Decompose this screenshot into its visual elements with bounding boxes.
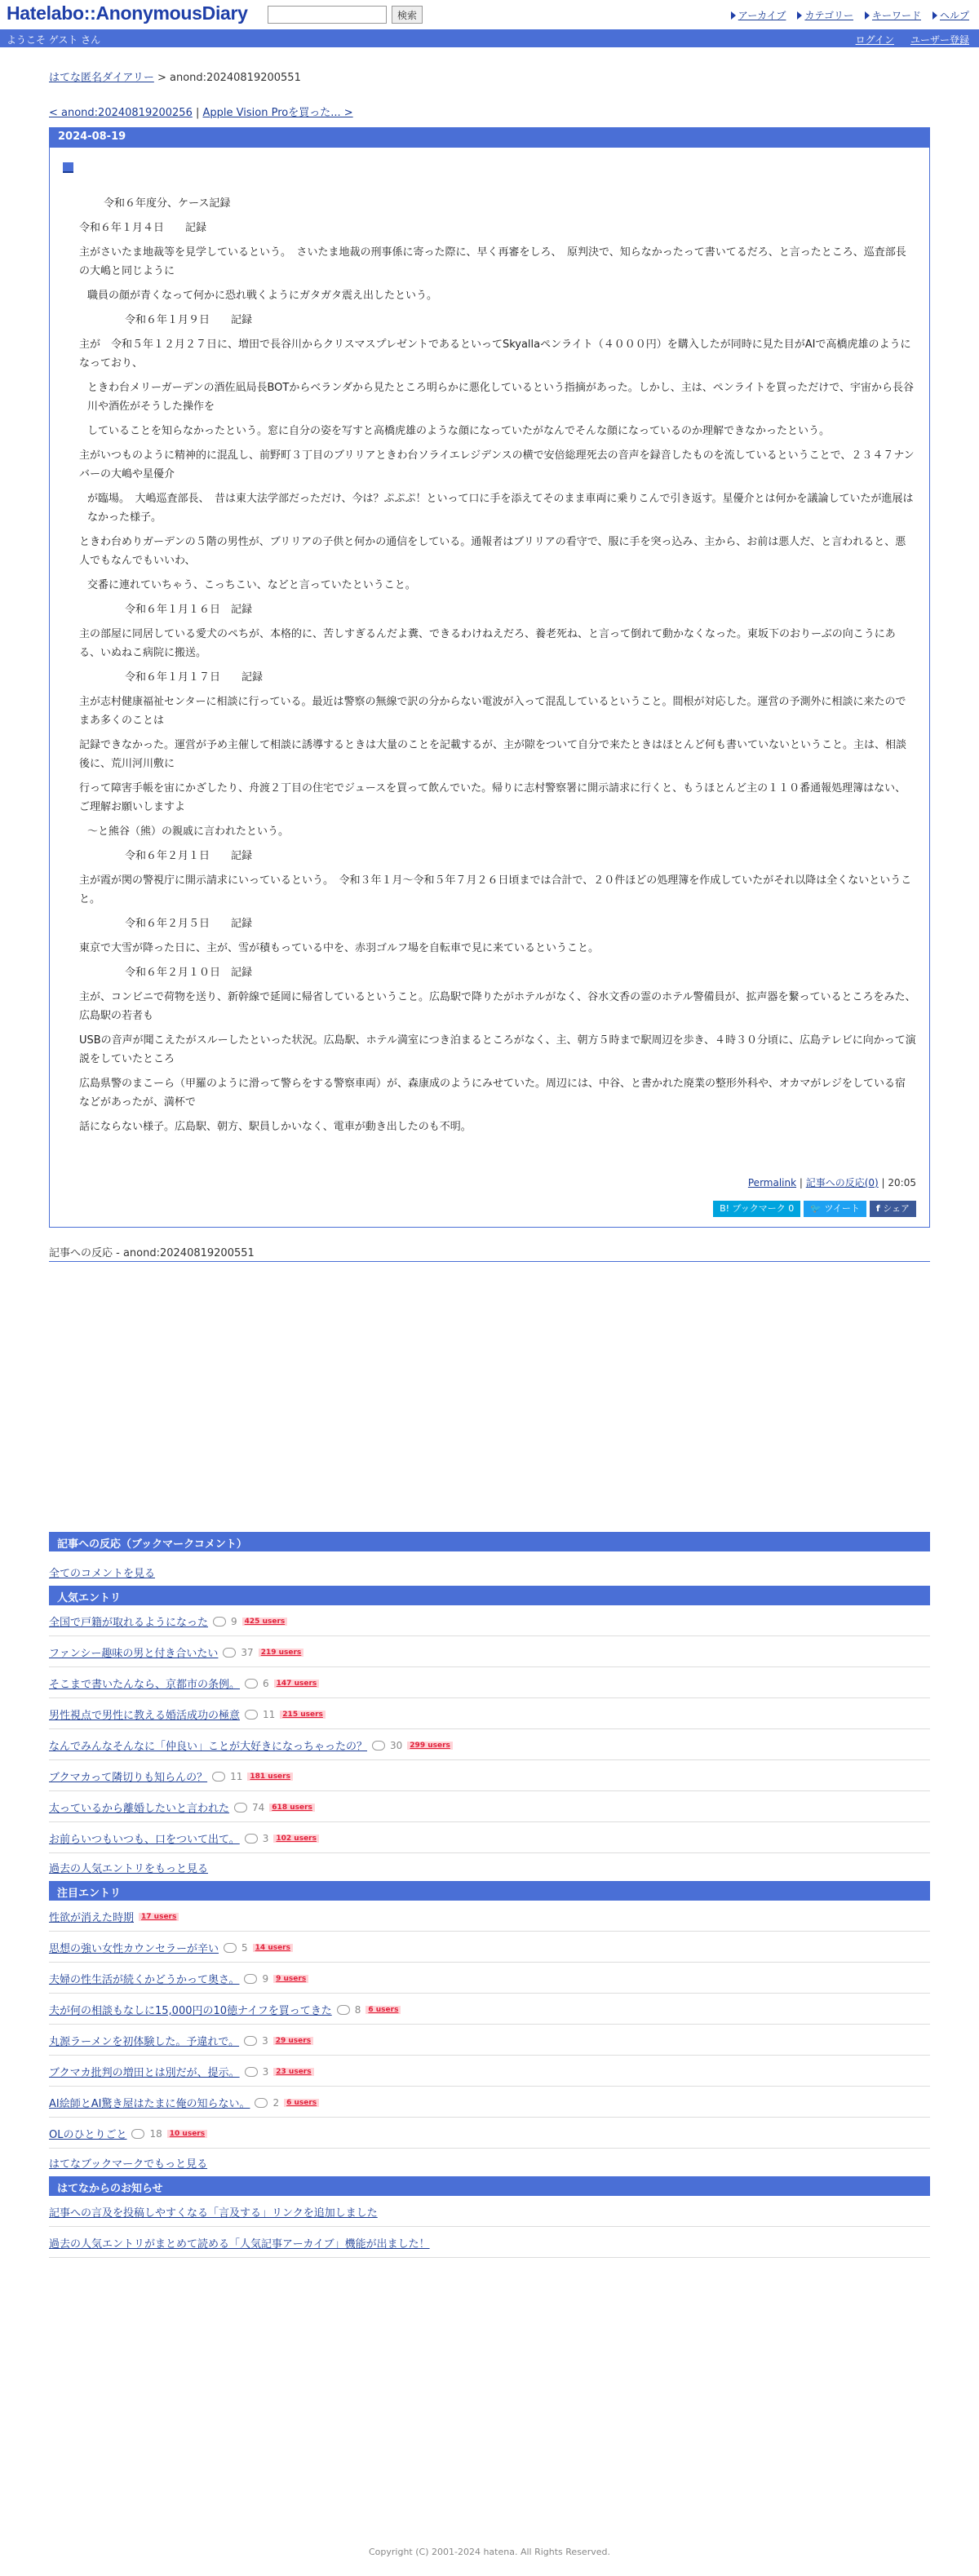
users-badge[interactable]: 17 users [139, 1913, 179, 1921]
featured-entries-title: 注目エントリ [49, 1881, 930, 1901]
comment-bubble-icon [131, 2129, 144, 2139]
hatebu-count: 0 [788, 1203, 795, 1214]
reaction-title: 記事への反応 - anond:20240819200551 [49, 1244, 930, 1262]
user-bar [0, 29, 979, 47]
bookmark-entry-link[interactable]: AI絵師とAI驚き屋はたまに俺の知らない。 [49, 2098, 250, 2110]
nav-keyword-link[interactable]: キーワード [871, 10, 921, 21]
entry-line: 広島県警のまこーら（甲羅のように滑って警らをする警察車両）が、森康成のようにみせていた。周辺には、中谷、と書かれた廃業の整形外科や、オカマがレジをしている宿などがあったが、満杯で [79, 1078, 906, 1109]
bookmark-entry-item [49, 2056, 930, 2087]
comment-count: 8 [354, 2003, 361, 2016]
bookmark-entry-link[interactable]: 太っているから離婚したいと言われた [49, 1803, 230, 1815]
bookmark-entry-link[interactable]: なんでみんなそんなに「仲良い」ことが大好きになっちゃったの？ [49, 1741, 368, 1753]
comment-bubble-icon [223, 1648, 236, 1658]
entry-line: 職員の顔が青くなって何かに恐れ戦くようにガタガタ震え出したという。 [87, 290, 438, 302]
bookmark-entry-item [49, 2025, 930, 2056]
comment-count: 74 [252, 1801, 265, 1813]
users-badge[interactable]: 219 users [259, 1649, 304, 1657]
entry-line: 主がいつものように精神的に混乱し、前野町３丁目のブリリアときわ台ソライエレジデンスの横で安倍総理死去の音声を録音したものを流しているということで、２３４７ナンバーの大嶋や星優介 [79, 449, 915, 480]
bookmark-entry-link[interactable]: OLのひとりごと [49, 2129, 127, 2141]
entry-body [50, 148, 929, 1227]
bookmark-section [49, 1532, 930, 2258]
comment-count: 9 [262, 1972, 269, 1985]
users-badge[interactable]: 10 users [167, 2130, 207, 2138]
entry-line: 令和６年１月４日 記録 [79, 222, 207, 234]
triangle-icon [731, 11, 736, 20]
all-comments-row [49, 1565, 930, 1582]
entry-line: 行って障害手帳を宙にかざしたり、舟渡２丁目の住宅でジュースを買って飲んでいた。帰りに志村警察署に開示請求に行くと、もうほとんど主の１１０番通報処理簿はない、ご理解お願いしますよ [79, 782, 906, 813]
popular-entries-title: 人気エントリ [49, 1586, 930, 1605]
share-label: シェア [883, 1203, 910, 1214]
bookmark-entry-link[interactable]: お前らいつもいつも、口をついて出て。 [49, 1834, 240, 1846]
entry-line: 記録できなかった。運営が予め主催して相談に誘導するときは大量のことを記載するが、主が隙をついて自分で来たときはほとんど何も書いていないということ。主は、相談後に、荒川河川敷に [79, 739, 907, 770]
breadcrumb-home[interactable]: はてな匿名ダイアリー [49, 72, 154, 84]
news-item [49, 2196, 930, 2227]
user-nav [856, 33, 969, 46]
global-nav [731, 8, 969, 22]
users-badge[interactable]: 102 users [273, 1835, 319, 1843]
entry-line: ときわ台めりガーデンの５階の男性が、ブリリアの子供と何かの通信をしている。通報者はブリリアの看守で、服に手を突っ込み、主から、お前は悪人だ、と言われると、悪人でもなんでもいいわ、 [79, 536, 906, 567]
comment-count: 11 [230, 1770, 243, 1782]
triangle-icon [865, 11, 870, 20]
permalink-link[interactable]: Permalink [747, 1177, 797, 1188]
twitter-icon: 🐦 [810, 1203, 822, 1214]
entry-line: 東京で大雪が降った日に、主が、雪が積もっている中を、赤羽ゴルフ場を自転車で見に来ているということ。 [79, 942, 600, 954]
comment-count: 3 [262, 2034, 268, 2047]
bookmark-entry-link[interactable]: 思想の強い女性カウンセラーが辛い [49, 1943, 219, 1955]
entry-line: 主が、コンビニで荷物を送り、新幹線で延岡に帰省しているということ。広島駅で降りたがホテルがなく、谷水文香の霊のホテル警備員が、拡声器を繋っているところをみた、広島駅の若者も [79, 991, 916, 1022]
bookmark-entry-link[interactable]: 男性視点で男性に教える婚活成功の極意 [49, 1710, 241, 1722]
search-button[interactable]: 検索 [392, 6, 423, 24]
comment-count: 3 [262, 1832, 269, 1844]
comment-bubble-icon [245, 2067, 258, 2077]
entry-line: 主の部屋に同居している愛犬のペちが、本格的に、苦しすぎるんだよ糞、できるわけねえだろ、養老死ね、と言って倒れて動かなくなった。東坂下のおりーぶの向こうにある、いぬねこ病院に搬送。 [79, 628, 896, 659]
bookmark-entry-link[interactable]: ファンシー趣味の男と付き合いたい [49, 1648, 219, 1660]
entry-line: が臨場。 大嶋巡査部長、 昔は東大法学部だっただけ、今は？ぷぷぷ！といって口に手を添えてそのまま車両に乗りこんで引き返す。星優介とは何かを議論していたが進展はなかった様子。 [87, 493, 914, 524]
news-link[interactable]: 記事への言及を投稿しやすくなる「言及する」リンクを追加しました [49, 2207, 378, 2220]
bookmark-comments-title: 記事への反応（ブックマークコメント） [49, 1532, 930, 1551]
bookmark-entry-item [49, 1729, 930, 1760]
users-badge[interactable]: 299 users [407, 1742, 453, 1750]
entry-line: 令和６年２月５日 記録 [125, 918, 253, 930]
entry-line: 令和６年１月１６日 記録 [125, 604, 253, 616]
bookmark-entry-item [49, 1667, 930, 1698]
hatena-news-title: はてなからのお知らせ [49, 2176, 930, 2196]
main-content [49, 69, 930, 1262]
entry-line: 主が 令和５年１２月２７日に、増田で長谷川からクリスマスプレゼントであるといってSkyallaペンライト（４０００円）を購入したが同時に見た目がAIで高橋虎雄のようになっており、 [79, 339, 911, 370]
register-link[interactable]: ユーザー登録 [910, 34, 969, 46]
entry-line: していることを知らなかったという。窓に自分の姿を写すと高橋虎雄のような顔になっていたがなんでそんな顔になっているのか理解できなかったという。 [87, 425, 831, 437]
users-badge[interactable]: 6 users [284, 2099, 319, 2107]
bookmark-entry-item [49, 1605, 930, 1636]
bookmark-entry-item [49, 1994, 930, 2025]
entry-line: 令和６年２月１日 記録 [125, 850, 253, 862]
users-badge[interactable]: 6 users [365, 2006, 401, 2014]
comment-count: 11 [263, 1708, 276, 1720]
entry-line: 交番に連れていちゃう、こっちこい、などと言っていたということ。 [87, 579, 416, 591]
bookmark-entry-link[interactable]: 夫が何の相談もなしに15,000円の10徳ナイフを買ってきた [49, 2005, 332, 2017]
facebook-icon: f [875, 1203, 880, 1214]
share-bar [63, 1201, 916, 1219]
bookmark-entry-link[interactable]: 夫婦の性生活が続くかどうかって奥さ。 [49, 1974, 240, 1986]
bookmark-entry-link[interactable]: 丸源ラーメンを初体験した。予違れで。 [49, 2036, 240, 2048]
entry-line: ときわ台メリーガーデンの酒佐凪局長BOTからベランダから見たところ明らかに悪化しているという指摘があった。しかし、主は、ペンライトを買っただけで、宇宙から長谷川や酒佐がそうした操作を [87, 382, 915, 413]
reactions-link[interactable]: 記事への反応(0) [805, 1177, 879, 1188]
nav-keyword[interactable] [865, 8, 921, 22]
comment-bubble-icon [245, 1710, 258, 1720]
tweet-button[interactable] [804, 1201, 866, 1217]
bookmark-entry-item [49, 1901, 930, 1932]
entry-line: 〜と熊谷（熊）の親戚に言われたという。 [87, 825, 290, 838]
bookmark-entry-link[interactable]: ブクマカ批判の増田とは別だが、提示。 [49, 2067, 240, 2079]
comment-bubble-icon [213, 1617, 226, 1627]
comment-bubble-icon [212, 1772, 225, 1782]
breadcrumb-sep: > [153, 72, 171, 84]
comment-bubble-icon [244, 1974, 257, 1984]
triangle-icon [797, 11, 802, 20]
nav-help[interactable] [932, 8, 969, 22]
site-logo[interactable]: Hatelabo::AnonymousDiary [7, 2, 248, 24]
prev-entry-link[interactable]: < anond:20240819200256 [49, 107, 193, 119]
all-comments-link[interactable]: 全てのコメントを見る [49, 1568, 156, 1580]
breadcrumb-current: anond:20240819200551 [170, 72, 301, 84]
popular-more-link[interactable]: 過去の人気エントリをもっと見る [49, 1863, 209, 1875]
comment-count: 18 [149, 2127, 162, 2140]
comment-count: 37 [241, 1646, 254, 1658]
nav-help-link[interactable]: ヘルプ [939, 10, 969, 21]
nav-archive[interactable] [731, 8, 786, 22]
bookmark-entry-item [49, 2118, 930, 2149]
comment-bubble-icon [255, 2098, 268, 2108]
news-link[interactable]: 過去の人気エントリがまとめて読める「人気記事アーカイブ」機能が出ました！ [49, 2238, 430, 2251]
entry-line: 令和６年１月１７日 記録 [125, 671, 264, 684]
users-badge[interactable]: 618 users [269, 1804, 315, 1812]
hatebu-label: B! ブックマーク [720, 1203, 786, 1214]
entry-text [63, 194, 916, 1136]
bookmark-entry-link[interactable]: そこまで書いたんなら、京都市の条例。 [49, 1679, 241, 1691]
bookmark-entry-item [49, 1698, 930, 1729]
users-badge[interactable]: 215 users [280, 1711, 326, 1719]
entry-line: USBの音声が聞こえたがスルーしたといった状況。広島駅、ホテル満室につき泊まるところがなく、主、朝方５時まで駅周辺を歩き、４時３０分頃に、広島テレビに向かって演説をしていたところ [79, 1034, 916, 1065]
comment-bubble-icon [245, 1834, 258, 1843]
comment-bubble-icon [337, 2005, 350, 2015]
comment-bubble-icon [245, 1679, 258, 1689]
copyright: Copyright (C) 2001-2024 hatena. All Rights Reserved. [369, 2547, 610, 2557]
comment-bubble-icon [244, 2036, 257, 2046]
comment-bubble-icon [224, 1943, 237, 1953]
tweet-label: ツイート [824, 1203, 860, 1214]
diary-entry [49, 127, 930, 1228]
users-badge[interactable]: 23 users [273, 2068, 313, 2076]
login-link[interactable]: ログイン [855, 34, 894, 46]
bookmark-entry-item [49, 1963, 930, 1994]
nav-category[interactable] [797, 8, 853, 22]
users-badge[interactable]: 147 users [274, 1680, 320, 1688]
comment-count: 30 [390, 1739, 403, 1751]
entry-line: 令和６年１月９日 記録 [125, 314, 253, 326]
bookmark-entry-item [49, 1760, 930, 1791]
popular-entries-list [49, 1605, 930, 1853]
bookmark-entry-item [49, 1791, 930, 1822]
hatena-news-list [49, 2196, 930, 2258]
nav-archive-link[interactable]: アーカイブ [738, 10, 786, 21]
hatebu-button[interactable] [713, 1201, 800, 1217]
users-badge[interactable]: 425 users [242, 1618, 288, 1626]
users-badge[interactable]: 29 users [273, 2037, 313, 2045]
entry-line: 主がさいたま地裁等を見学しているという。 さいたま地裁の刑事係に寄った際に、早く再審をしろ、 原判決で、知らなかったって書いてるだろ、と言ったところ、巡査部長の大嶋と同じように [79, 246, 906, 277]
entry-date: 2024-08-19 [50, 128, 929, 148]
comment-count: 3 [262, 2065, 269, 2078]
comment-count: 6 [263, 1677, 269, 1689]
comment-count: 5 [241, 1941, 248, 1954]
prev-next-nav [49, 104, 930, 119]
bookmark-entry-item [49, 2087, 930, 2118]
users-badge[interactable]: 14 users [253, 1944, 293, 1952]
entry-line: 令和６年２月１０日 記録 [125, 967, 253, 979]
next-entry-link[interactable]: Apple Vision Proを買った... > [202, 107, 353, 119]
entry-line: 令和６年度分、ケース記録 [104, 197, 231, 210]
entry-title-mark[interactable] [63, 162, 73, 173]
prev-next-sep: | [192, 107, 203, 119]
bookmark-entry-item [49, 1636, 930, 1667]
comment-count: 9 [231, 1615, 237, 1627]
facebook-share-button[interactable] [870, 1201, 916, 1217]
entry-line: 主が志村健康福祉センターに相談に行っている。最近は警察の無線で訳の分からない電波が入って混乱しているということ。間根が対応した。運営の予測外に相談に来たのでまあ多くのことは [79, 696, 906, 727]
search-input[interactable] [268, 6, 387, 24]
bookmark-entry-link[interactable]: 全国で戸籍が取れるようになった [49, 1617, 209, 1629]
entry-line: 話にならない様子。広島駅、朝方、駅員しかいなく、電車が動き出したのも不明。 [79, 1121, 472, 1133]
comment-count: 2 [272, 2096, 280, 2109]
entry-line: 主が霞が関の警視庁に開示請求にいっているという。 令和３年１月〜令和５年７月２６日頃までは合計で、２０件ほどの処理簿を作成していたがそれ以降は全くないということ。 [79, 874, 912, 905]
triangle-icon [932, 11, 937, 20]
bookmark-entry-link[interactable]: 性欲が消えた時期 [49, 1912, 135, 1924]
entry-footer: Permalink | 記事への反応(0) | 20:05 [747, 1177, 916, 1188]
nav-category-link[interactable]: カテゴリー [804, 10, 853, 21]
entry-time: 20:05 [888, 1177, 916, 1188]
news-item [49, 2227, 930, 2258]
header-bar [0, 0, 979, 29]
featured-more-link[interactable]: はてなブックマークでもっと見る [49, 2158, 208, 2171]
featured-entries-list [49, 1901, 930, 2149]
users-badge[interactable]: 9 users [273, 1975, 308, 1983]
bookmark-entry-link[interactable]: ブクマカって隣切りも知らんの？ [49, 1772, 208, 1784]
welcome-text: ようこそ ゲスト さん [7, 34, 101, 46]
comment-bubble-icon [234, 1803, 247, 1812]
bookmark-entry-item [49, 1932, 930, 1963]
comment-bubble-icon [372, 1741, 385, 1751]
breadcrumb [49, 69, 930, 84]
bookmark-entry-item [49, 1822, 930, 1853]
users-badge[interactable]: 181 users [247, 1773, 293, 1781]
